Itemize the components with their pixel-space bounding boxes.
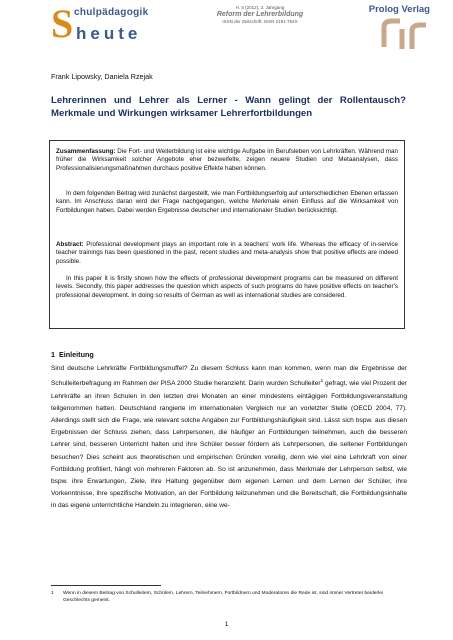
- summary-text-1: Die Fort- und Weiterbildung ist eine wichtige Aufgabe im Berufsleben von Lehrkräften. Während man früher die Wirksamkeit solcher Angebote eher bezweifelte, zeigen neuere Studien und Metaanalysen, dass Professionalisierungsmaßnahmen durchaus positive Effekte haben können.: [56, 148, 398, 172]
- summary-paragraph-2: In dem folgenden Beitrag wird zunächst dargestellt, wie man Fortbildungserfolg auf unterschiedlichen Ebenen erfassen kann. Im Anschluss daran wird der Frage nachgegangen, welche Merkmale einen Einfluss auf die Wirksamkeit von Fortbildungen haben. Dabei werden Ergebnisse deutscher und internationaler Studien berücksichtigt.: [56, 190, 398, 214]
- page-number: 1: [224, 621, 229, 628]
- body-text-b: gefragt, wie viel Prozent der Lehrkräfte an ihren Schulen in den letzten drei Monaten an einer mindestens eintägigen Fortbildungsveranstaltung teilgenommen hatten. Deutschland rangierte im internationalen Vergleich nur an vorletzter Stelle (OECD 2004, 77). Allerdings stellt sich die Frage, wie relevant solche Angaben zur Fortbildungshäufigkeit sind. Lässt sich bspw. aus diesen Ergebnissen der Schluss ziehen, dass Lehrpersonen, die häufiger an Fortbildungen teilnehmen, auch die besseren Lehrer sind, besseren Unterricht halten und ihre Schüler besser fördern als Lehrpersonen, die seltener Fortbildungen besuchen? Dies scheint aus theoretischen und empirischen Gründen voreilig, denn wie viel eine Lehrkraft von einer Fortbildung profitiert, hängt von mehreren Faktoren ab. So ist anzunehmen, dass Merkmale der Lehrperson selbst, wie bspw. ihre Erwartungen, Ziele, ihre Haltung gegenüber dem eigenen Lernen und dem Lernen der Schüler, ihre Vorkenntnisse, ihre spezifische Motivation, an der Fortbildung teilzunehmen und die Bereitschaft, die Fortbildungsinhalte in das eigene unterrichtliche Handeln zu integrieren, eine we-: [51, 380, 407, 510]
- journal-info: [200, 4, 320, 25]
- section-heading: [51, 350, 94, 359]
- abstract-label: Abstract:: [56, 241, 84, 248]
- journal-logo: [51, 1, 151, 48]
- summary-paragraph-1: [56, 148, 398, 173]
- issn-line: ISSN der Zeitschrift: ISSN 2191-754X: [222, 19, 298, 24]
- footnote: [51, 590, 407, 604]
- publisher-mark-icon: [380, 17, 430, 53]
- body-paragraph: [51, 363, 407, 513]
- logo-top-text: chulpädagogik: [74, 7, 149, 18]
- logo-letter: S: [51, 1, 74, 46]
- footnote-text: Wenn in diesem Beitrag von Schulleitern, Schülern, Lehrern, Teilnehmern, Fortbildnern und Moderatoren die Rede ist, sind immer Vertreter beiderlei Geschlechts gemeint.: [63, 591, 384, 603]
- publisher-logo: [360, 4, 430, 54]
- publisher-name: Prolog Verlag: [368, 4, 430, 15]
- footnote-number: 1: [51, 591, 54, 596]
- body-text-a: Sind deutsche Lehrkräfte Fortbildungsmuffel? Zu diesem Schluss kann man kommen, wenn man die Ergebnisse der Schulleiterbefragung im Rahmen der PISA 2000 Studie heranzieht. Darin wurden Schulleiter: [51, 365, 407, 388]
- logo-bottom-text: heute: [76, 24, 142, 43]
- abstract-text-1: Professional development plays an important role in a teachers' work life. Whereas the efficacy of in-service teacher trainings has been questioned in the past, recent studies and meta-analysis show that positive effects are indeed possible.: [56, 241, 398, 265]
- footnote-rule: [51, 585, 161, 586]
- abstract-paragraph-1: [56, 241, 398, 266]
- section-number: 1: [51, 350, 55, 359]
- footnote-ref[interactable]: 1: [320, 378, 324, 384]
- author-line: Frank Lipowsky, Daniela Rzejak: [51, 72, 153, 81]
- article-title: Lehrerinnen und Lehrer als Lerner - Wann gelingt der Rollentausch? Merkmale und Wirkungen wirksamer Lehrerfortbildungen: [51, 95, 406, 119]
- journal-title: Reform der Lehrerbildung: [216, 11, 304, 18]
- abstract-paragraph-2: In this paper it is firstly shown how the effects of professional development programs can be measured on different levels. Secondly, this paper addresses the question which aspects of such programs do have positive effects on teacher's professional development. In doing so results of German as well as international studies are considered.: [56, 275, 398, 299]
- section-title: Einleitung: [59, 350, 94, 359]
- issue-line: H. 5 (2012), 3. Jahrgang: [235, 5, 285, 10]
- summary-label: Zusammenfassung:: [56, 148, 116, 155]
